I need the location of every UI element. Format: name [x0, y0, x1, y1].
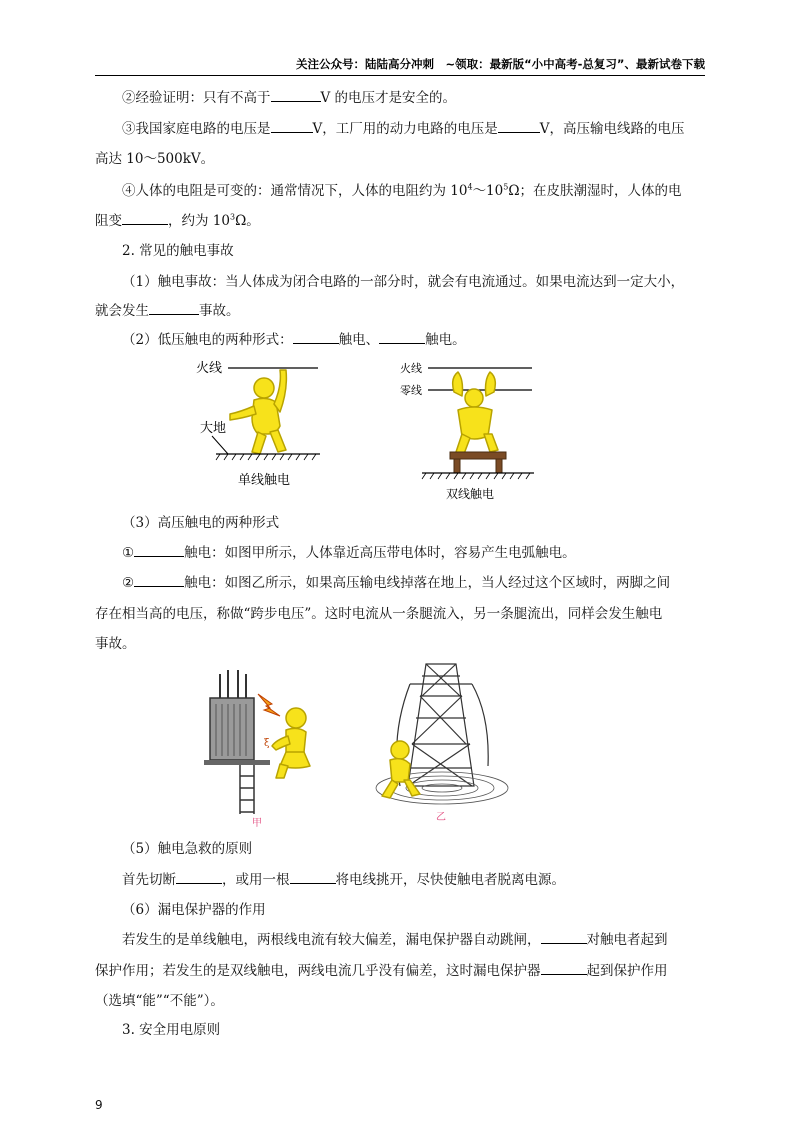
figure-jia-caption: 甲 — [252, 818, 262, 828]
answer-blank[interactable] — [290, 869, 336, 884]
section-heading: 2. 常见的触电事故 — [122, 243, 234, 259]
double-wire-shock-figure — [398, 358, 548, 506]
household-voltage-line: ③我国家庭电路的电压是 V，工厂用的动力电路的电压是 V，高压输电线路的电压 — [95, 115, 705, 143]
live-wire-label: 火线 — [400, 362, 422, 375]
step-voltage-line-3: 事故。 — [95, 636, 136, 652]
ground-label: 大地 — [200, 421, 227, 436]
page-number: 9 — [95, 1098, 103, 1112]
step-voltage-line-2: 存在相当高的电压，称做“跨步电压”。这时电流从一条腿流入，另一条腿流出，同样会发生触电 — [95, 606, 663, 622]
high-voltage-range-line: 高达 10～500kV。 — [95, 151, 215, 167]
single-wire-shock-figure — [188, 356, 328, 494]
first-aid-line: 首先切断 ，或用一根 将电线挑开，尽快使触电者脱离电源。 — [95, 866, 705, 894]
leakage-protector-heading: （6）漏电保护器的作用 — [122, 902, 266, 918]
figure-yi-caption: 乙 — [436, 812, 446, 823]
answer-blank[interactable] — [134, 542, 184, 557]
leakage-protector-line: 若发生的是单线触电，两根线电流有较大偏差，漏电保护器自动跳闸， 对触电者起到 — [95, 926, 705, 954]
arc-shock-line: ① 触电：如图甲所示，人体靠近高压带电体时，容易产生电弧触电。 — [95, 539, 705, 567]
leakage-protector-line-3: （选填“能”“不能”）。 — [95, 993, 224, 1009]
step-voltage-line: ② 触电：如图乙所示，如果高压输电线掉落在地上，当人经过这个区域时，两脚之间 — [95, 569, 705, 597]
answer-blank[interactable] — [271, 87, 321, 102]
neutral-wire-label: 零线 — [400, 384, 422, 397]
voltage-safe-line: ②经验证明：只有不高于 V 的电压才是安全的。 — [95, 84, 705, 112]
first-aid-heading: （5）触电急救的原则 — [122, 841, 253, 857]
answer-blank[interactable] — [498, 118, 540, 133]
high-voltage-forms-heading: （3）高压触电的两种形式 — [122, 515, 280, 531]
answer-blank[interactable] — [271, 118, 313, 133]
double-wire-caption: 双线触电 — [446, 487, 495, 501]
svg-text:ξ: ξ — [264, 738, 270, 749]
answer-blank[interactable] — [122, 210, 168, 225]
answer-blank[interactable] — [134, 572, 184, 587]
low-voltage-forms-line: （2）低压触电的两种形式： 触电、 触电。 — [95, 326, 705, 354]
step-voltage-figure — [370, 656, 530, 826]
answer-blank[interactable] — [293, 329, 339, 344]
paragraph-accident-2: 就会发生 事故。 — [95, 297, 705, 325]
leakage-protector-line-2: 保护作用；若发生的是双线触电，两线电流几乎没有偏差，这时漏电保护器 起到保护作用 — [95, 957, 705, 985]
live-wire-label: 火线 — [196, 361, 223, 376]
single-wire-caption: 单线触电 — [238, 473, 291, 488]
body-resistance-line: ④人体的电阻是可变的：通常情况下，人体的电阻约为 $10^4\sim 10^5\Omega$；在皮肤潮湿时，人体的电 — [122, 182, 682, 199]
answer-blank[interactable] — [541, 960, 587, 975]
answer-blank[interactable] — [149, 300, 199, 315]
paragraph-accident: （1）触电事故：当人体成为闭合电路的一部分时，就会有电流通过。如果电流达到一定大小， — [122, 274, 685, 290]
answer-blank[interactable] — [176, 869, 222, 884]
answer-blank[interactable] — [541, 929, 587, 944]
arc-shock-figure — [200, 666, 340, 828]
body-resistance-line-2: 阻变 ，约为 $10^3\Omega$。 — [95, 207, 705, 235]
answer-blank[interactable] — [379, 329, 425, 344]
section-heading-safety: 3. 安全用电原则 — [122, 1022, 221, 1038]
page-header: 关注公众号：陆陆高分冲刺 ~领取：最新版“小中高考-总复习”、最新试卷下载 — [95, 56, 705, 76]
